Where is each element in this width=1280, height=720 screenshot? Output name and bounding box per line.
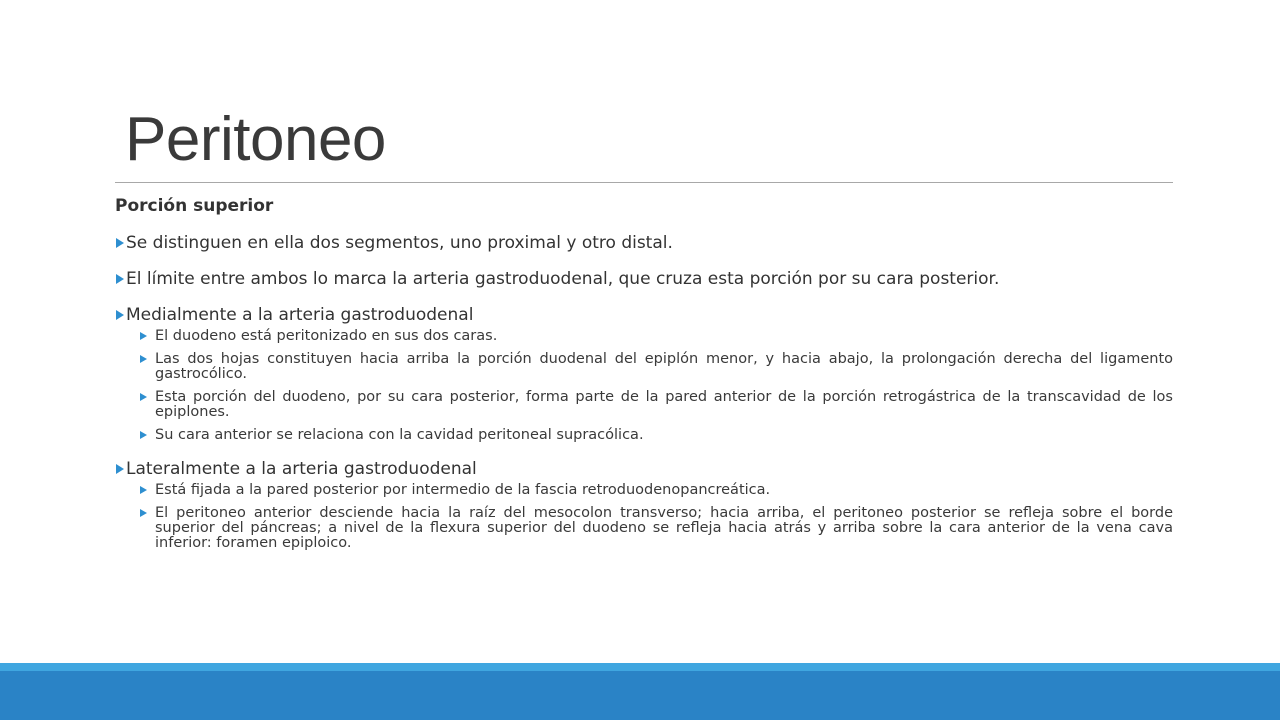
bullet-point [115,231,1173,255]
sub-bullet-text: Esta porción del duodeno, por su cara posterior, forma parte de la pared anterior de la porción retrogástrica de la transcavidad de los epiplones. [155,389,1173,420]
bullet-text: El límite entre ambos lo marca la arteria gastroduodenal, que cruza esta porción por su cara posterior. [126,269,1000,289]
arrow-bullet-icon [140,486,147,494]
sub-bullet-point [115,329,1173,344]
arrow-bullet-icon [140,332,147,340]
arrow-bullet-icon [116,274,124,284]
sub-bullet-point [115,352,1173,382]
arrow-bullet-icon [140,393,147,401]
bullet-text: Se distinguen en ella dos segmentos, uno proximal y otro distal. [126,233,673,253]
footer-accent-stripe [0,663,1280,671]
section-subtitle: Porción superior [115,196,274,216]
arrow-bullet-icon [140,509,147,517]
slide-title: Peritoneo [125,105,386,174]
bullet-point [115,267,1173,291]
sub-bullet-point [115,483,1173,498]
sub-bullet-text: Su cara anterior se relaciona con la cavidad peritoneal supracólica. [155,427,644,443]
sub-bullet-text: Las dos hojas constituyen hacia arriba la porción duodenal del epiplón menor, y hacia abajo, la prolongación derecha del ligamento gastrocólico. [155,351,1173,382]
sub-bullet-point [115,428,1173,443]
arrow-bullet-icon [140,431,147,439]
sub-bullet-point [115,390,1173,420]
sub-bullet-text: Está fijada a la pared posterior por intermedio de la fascia retroduodenopancreática. [155,482,771,498]
bullet-point [115,457,1173,481]
arrow-bullet-icon [116,238,124,248]
sub-bullet-text: El peritoneo anterior desciende hacia la raíz del mesocolon transverso; hacia arriba, el peritoneo posterior se refleja sobre el borde superior del páncreas; a nivel de la flexura superior del duodeno se refleja hacia atrás y arriba sobre la cara anterior de la vena cava inferior: foramen epiploico. [155,505,1173,551]
title-divider [115,182,1173,183]
bullet-text: Lateralmente a la arteria gastroduodenal [126,459,477,479]
arrow-bullet-icon [116,464,124,474]
footer-bar [0,671,1280,720]
sub-bullet-list [115,329,1173,443]
arrow-bullet-icon [140,355,147,363]
sub-bullet-text: El duodeno está peritonizado en sus dos caras. [155,328,498,344]
slide-body [115,193,1173,565]
sub-bullet-point [115,506,1173,551]
bullet-point [115,303,1173,327]
sub-bullet-list [115,483,1173,551]
arrow-bullet-icon [116,310,124,320]
bullet-text: Medialmente a la arteria gastroduodenal [126,305,474,325]
